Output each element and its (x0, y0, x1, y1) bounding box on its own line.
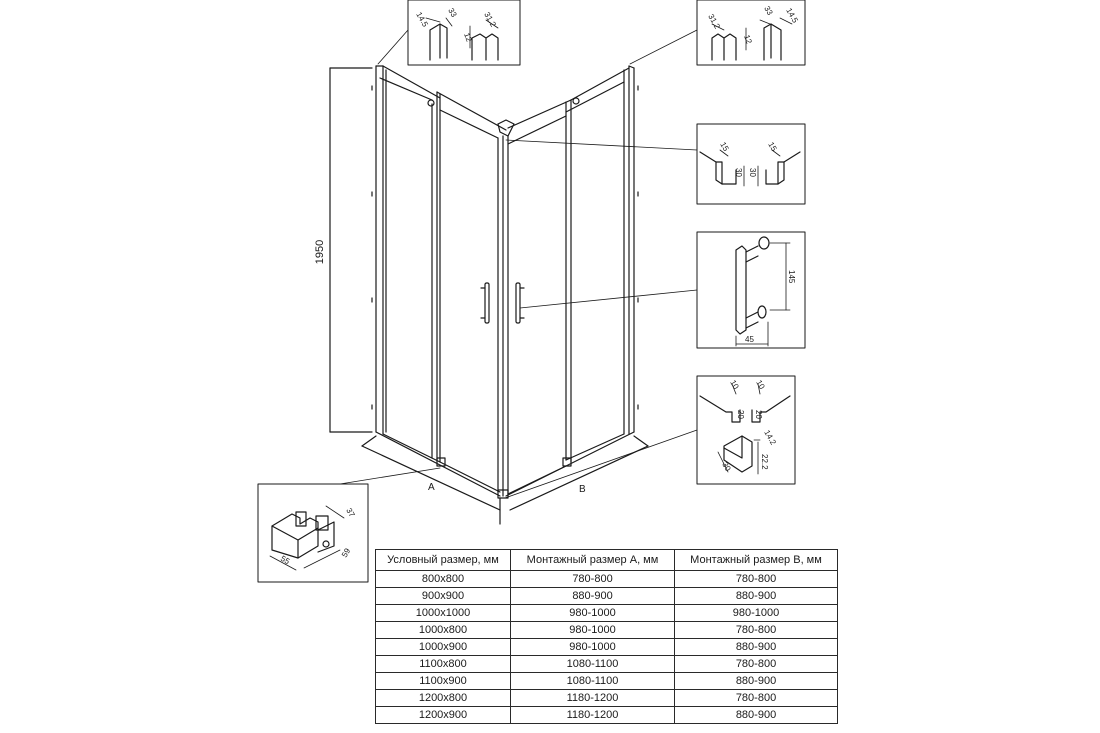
svg-text:12: 12 (462, 31, 474, 44)
cell-b: 880-900 (675, 673, 838, 690)
cell-a: 980-1000 (511, 639, 675, 656)
svg-text:10: 10 (728, 378, 741, 391)
svg-text:12: 12 (742, 33, 754, 46)
table-row (376, 588, 838, 605)
cell-nominal: 1200x800 (376, 690, 511, 707)
svg-text:14.5: 14.5 (414, 10, 430, 29)
svg-text:22.2: 22.2 (760, 454, 769, 470)
cell-a: 980-1000 (511, 622, 675, 639)
svg-text:30: 30 (734, 168, 743, 177)
detail-top-guide (697, 124, 805, 204)
detail-top-left (408, 0, 520, 65)
enclosure-body (372, 66, 638, 498)
cell-b: 880-900 (675, 707, 838, 724)
svg-text:33: 33 (762, 4, 775, 17)
table-row (376, 690, 838, 707)
header-nominal-size: Условный размер, мм (376, 550, 511, 571)
cell-b: 880-900 (675, 588, 838, 605)
cell-a: 780-800 (511, 571, 675, 588)
svg-text:30: 30 (720, 460, 733, 473)
cell-nominal: 1100x800 (376, 656, 511, 673)
header-mount-b: Монтажный размер В, мм (675, 550, 838, 571)
cell-b: 780-800 (675, 656, 838, 673)
size-table (375, 549, 838, 724)
header-mount-a: Монтажный размер А, мм (511, 550, 675, 571)
cell-a: 1180-1200 (511, 690, 675, 707)
table-row (376, 622, 838, 639)
cell-a: 880-900 (511, 588, 675, 605)
height-dimension (314, 68, 372, 432)
svg-text:30: 30 (748, 168, 757, 177)
svg-text:59: 59 (339, 546, 353, 559)
svg-text:20: 20 (736, 410, 745, 419)
svg-text:15: 15 (766, 140, 779, 153)
svg-text:45: 45 (745, 335, 754, 344)
cell-b: 780-800 (675, 622, 838, 639)
svg-text:10: 10 (754, 378, 767, 391)
cell-nominal: 1000x800 (376, 622, 511, 639)
svg-text:20: 20 (754, 410, 763, 419)
svg-text:55: 55 (279, 553, 292, 567)
cell-nominal: 1200x900 (376, 707, 511, 724)
table-row (376, 656, 838, 673)
svg-text:145: 145 (787, 270, 796, 284)
cell-a: 1080-1100 (511, 673, 675, 690)
detail-corner (258, 484, 368, 582)
cell-nominal: 1100x900 (376, 673, 511, 690)
svg-text:15: 15 (718, 140, 731, 153)
table-row (376, 707, 838, 724)
detail-handle (697, 232, 805, 348)
height-label: 1950 (314, 239, 326, 265)
cell-nominal: 800x800 (376, 571, 511, 588)
cell-b: 780-800 (675, 690, 838, 707)
leader-lines (340, 30, 697, 498)
cell-a: 1180-1200 (511, 707, 675, 724)
cell-a: 980-1000 (511, 605, 675, 622)
svg-text:31.2: 31.2 (482, 10, 498, 29)
width-dimensions (362, 436, 648, 524)
cell-nominal: 1000x1000 (376, 605, 511, 622)
table-row (376, 571, 838, 588)
cell-b: 780-800 (675, 571, 838, 588)
cell-b: 980-1000 (675, 605, 838, 622)
table-header-row (376, 550, 838, 571)
cell-nominal: 1000x900 (376, 639, 511, 656)
table-row (376, 605, 838, 622)
svg-text:14.2: 14.2 (762, 428, 778, 447)
cell-b: 880-900 (675, 639, 838, 656)
detail-bottom-guide (697, 376, 795, 484)
svg-text:31.2: 31.2 (706, 12, 722, 31)
svg-text:37: 37 (344, 506, 357, 519)
cell-nominal: 900x900 (376, 588, 511, 605)
detail-top-right (697, 0, 805, 65)
cell-a: 1080-1100 (511, 656, 675, 673)
table-row (376, 639, 838, 656)
table-row (376, 673, 838, 690)
svg-text:33: 33 (446, 6, 459, 19)
side-b-label: B (579, 484, 586, 495)
side-a-label: A (428, 482, 435, 493)
svg-text:14.5: 14.5 (784, 6, 800, 25)
